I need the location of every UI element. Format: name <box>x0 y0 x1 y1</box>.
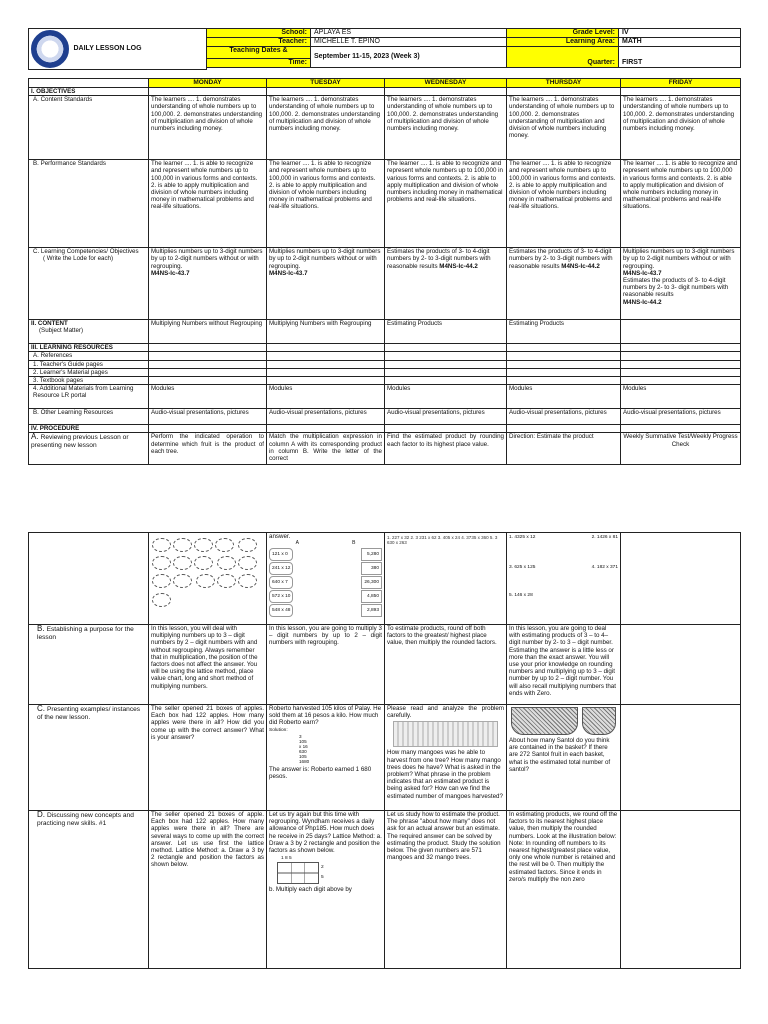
performance-standards-label: B. Performance Standards <box>29 160 149 248</box>
purpose-label <box>29 625 149 705</box>
presenting-tuesday <box>267 705 385 811</box>
other-label: B. Other Learning Resources <box>29 409 149 425</box>
purpose-friday <box>621 625 741 705</box>
thursday-exercise <box>507 533 621 625</box>
competency-code-2: M4NS-Ic-44.2 <box>623 298 662 306</box>
tree-icon <box>238 538 257 552</box>
objectives-heading: I. OBJECTIVES <box>29 88 149 96</box>
competency-text: Multiplies numbers up to 3-digit numbers by up to 2-digit numbers without or with regrouping. <box>151 248 263 270</box>
content-standard-wednesday: The learners .... 1. demonstrates understanding of whole numbers up to 100,000. 2. demonstrates understanding of multiplication and division of whole numbers including money. <box>385 96 507 160</box>
match-answer: 4,850 <box>361 590 382 603</box>
solution-line: 630 <box>299 748 307 754</box>
purpose-text: Establishing a purpose for the lesson <box>37 626 134 641</box>
solution-line: 3 <box>299 733 302 739</box>
content-standard-monday: The learners .... 1. demonstrates understanding of whole numbers up to 100,000. 2. demonstrates understanding of multiplication and division of whole numbers including money. <box>149 96 267 160</box>
performance-standard-friday: The learner .... 1. is able to recognize and represent whole numbers up to 100,000 in various forms and contexts. 2. is able to apply multiplication and division of whole numbers including money in mathematical problems and real-life situations. <box>621 160 741 248</box>
competency-code: M4NS-Ic-44.2 <box>439 262 478 270</box>
school-label: School: <box>207 29 311 38</box>
competency-code: M4NS-Ic-43.7 <box>269 269 308 277</box>
match-answer: 2,893 <box>361 604 382 617</box>
tree-icon <box>217 574 236 588</box>
performance-standard-monday: The learner .... 1. is able to recognize and represent whole numbers up to 100,000 in various forms and contexts. 2. is able to apply multiplication and division of whole numbers including money in mathematical problems and real-life situations. <box>149 160 267 248</box>
additional-friday: Modules <box>621 385 741 409</box>
tree-icon <box>194 538 213 552</box>
quarter-value: FIRST <box>619 47 741 68</box>
mango-illustration <box>393 721 498 747</box>
thu-item: 2. 1426 x 81 <box>591 535 618 540</box>
discussing-letter: D. <box>37 810 45 819</box>
fruit-tree-illustration <box>149 533 267 625</box>
area-label: Learning Area: <box>507 38 619 47</box>
review-text: Reviewing previous Lesson or presenting new lesson <box>31 434 129 450</box>
tree-icon <box>196 574 215 588</box>
content-standards-label: A. Content Standards <box>29 96 149 160</box>
solution-line: 105 <box>299 738 307 744</box>
content-standard-tuesday: The learners .... 1. demonstrates understanding of whole numbers up to 100,000. 2. demonstrates understanding of multiplication and division of whole numbers including money. <box>267 96 385 160</box>
review-monday: Perform the indicated operation to determine which fruit is the product of each tree. <box>149 433 267 465</box>
solution-line: x 16 <box>299 743 308 749</box>
additional-wednesday: Modules <box>385 385 507 409</box>
review-letter: A. <box>31 432 39 442</box>
dates-label: Teaching Dates & <box>207 47 311 59</box>
presenting-thursday-text: About how many Santol do you think are contained in the basket? If there are 272 Santol fruit in each basket, what is the estimated total number of santol? <box>509 737 611 773</box>
presenting-wednesday-questions: How many mangoes was he able to harvest from one tree? How many mango trees does he have? What is asked in the problem? What phrase in the problem indicates that an estimated product is being asked for? How can we find the estimated number of mangoes harvested? <box>387 749 503 800</box>
purpose-tuesday: In this lesson, you are going to multiply 3 – digit numbers by up to 2 – digit numbers with regrouping. <box>267 625 385 705</box>
thu-item: 4. 182 x 371 <box>591 565 618 570</box>
solution-answer: The answer is: Roberto earned 1 680 pesos. <box>269 765 372 781</box>
tree-icon <box>173 574 192 588</box>
day-monday: MONDAY <box>149 79 267 88</box>
content-standard-thursday: The learners .... 1. demonstrates understanding of whole numbers up to 100,000. 2. demonstrates understanding of multiplication and division of whole numbers including money. <box>507 96 621 160</box>
match-item: 241 x 12 <box>269 562 293 575</box>
tree-icon <box>173 538 192 552</box>
thu-item: 3. 625 x 125 <box>509 565 536 570</box>
time-label: Time: <box>207 59 311 68</box>
resources-heading: III. LEARNING RESOURCES <box>29 344 149 352</box>
content-wednesday: Estimating Products <box>385 320 507 344</box>
discussing-wednesday: Let us study how to estimate the product. The phrase "about how many" does not ask for an actual answer but an estimate. The required answer can be solved by estimating the product. Study the solution below. The given numbers are 571 mangoes and 32 mango trees. <box>385 811 507 969</box>
competency-tuesday <box>267 248 385 320</box>
lattice-digits: 1 8 5 <box>281 856 292 862</box>
presenting-tuesday-problem: Roberto harvested 105 kilos of Palay. He sold them at 16 pesos a kilo. How much did Roberto earn? <box>269 705 382 727</box>
purpose-monday: In this lesson, you will deal with multiplying numbers up to 3 – digit numbers by 2 – digit numbers with and without regrouping. Always remember that in multiplication, the position of the factors does not affect the answer. You will be using the lattice method, place value chart, long and short method of multiplying numbers. <box>149 625 267 705</box>
grade-label: Grade Level: <box>507 29 619 38</box>
presenting-text: Presenting examples/ instances of the new lesson. <box>37 706 141 721</box>
content-thursday: Estimating Products <box>507 320 621 344</box>
day-thursday: THURSDAY <box>507 79 621 88</box>
dates-value: September 11-15, 2023 (Week 3) <box>311 47 507 68</box>
match-item: 572 x 10 <box>269 590 293 603</box>
estimation-items: 1. 227 x 32 2. 3 231 x 62 3. 405 x 24 4. 3735 x 360 5. 3 630 x 263 <box>387 535 498 545</box>
tue-continue: answer. <box>269 533 291 540</box>
review-wednesday: Find the estimated product by rounding each factor to its highest place value. <box>385 433 507 465</box>
grade-value: IV <box>619 29 741 38</box>
tree-icon <box>152 556 171 570</box>
estimation-exercise <box>385 533 507 625</box>
presenting-friday <box>621 705 741 811</box>
review-friday: Weekly Summative Test/Weekly Progress Check <box>621 433 741 465</box>
other-thursday: Audio-visual presentations, pictures <box>507 409 621 425</box>
discussing-tuesday-text: Let us try again but this time with regrouping. Wyndham receives a daily allowance of Php185. How much does he receive in 25 days? Lattice Method: a. Draw a 3 by 2 rectangle and position the factors as shown below. <box>269 811 382 855</box>
performance-standard-tuesday: The learner .... 1. is able to recognize and represent whole numbers up to 100,000 in various forms and contexts. 2. is able to apply multiplication and division of whole numbers including money in mathematical problems and real-life situations. <box>267 160 385 248</box>
competency-code: M4NS-Ic-43.7 <box>151 269 190 277</box>
other-wednesday: Audio-visual presentations, pictures <box>385 409 507 425</box>
competency-code: M4NS-Ic-44.2 <box>561 262 600 270</box>
deped-seal-cell <box>29 29 71 70</box>
content-monday: Multiplying Numbers without Regrouping <box>149 320 267 344</box>
tree-icon <box>173 556 192 570</box>
day-wednesday: WEDNESDAY <box>385 79 507 88</box>
solution-line: 105 <box>299 753 307 759</box>
other-tuesday: Audio-visual presentations, pictures <box>267 409 385 425</box>
document-title: DAILY LESSON LOG <box>71 29 207 70</box>
additional-monday: Modules <box>149 385 267 409</box>
column-a-heading: A <box>295 540 299 547</box>
competency-text: Estimates the products of 3- to 4-digit numbers by 2- to 3-digit numbers with reasonable results <box>387 248 491 270</box>
solution-line: 1680 <box>299 758 310 764</box>
presenting-wednesday-intro: Please read and analyze the problem carefully. <box>387 705 504 720</box>
content-standard-friday: The learners .... 1. demonstrates understanding of whole numbers up to 100,000. 2. demonstrates understanding of multiplication and division of whole numbers including money. <box>621 96 741 160</box>
lattice-grid <box>277 862 319 884</box>
thu-item: 1. 4325 x 12 <box>509 535 536 540</box>
performance-standard-thursday: The learner .... 1. is able to recognize and represent whole numbers up to 100,000 in various forms and contexts. 2. is able to apply multiplication and division of whole numbers including money in mathematical problems and real-life situations. <box>507 160 621 248</box>
presenting-label <box>29 705 149 811</box>
lm-label: 2. Learner's Material pages <box>29 368 149 376</box>
competencies-label-text: C. Learning Competencies/ Objectives <box>33 248 139 256</box>
school-value: APLAYA ES <box>311 29 507 38</box>
area-value: MATH <box>619 38 741 47</box>
matching-exercise <box>267 533 385 625</box>
deped-seal-icon <box>31 30 69 68</box>
discussing-thursday: In estimating products, we round off the factors to its nearest highest place value, then multiply the rounded numbers. Look at the illustration below: Note: In rounding off numbers to its nearest highest/greatest place value, only one whole number is retained and the rest will be 0. Then multiply the estimated factors. Since it ends in zero/s multiply the non zero <box>507 811 621 969</box>
competency-text: Multiplies numbers up to 3-digit numbers by up to 2-digit numbers without or with regrouping. <box>269 248 381 270</box>
match-answer: 26,300 <box>361 576 382 589</box>
content-sub: (Subject Matter) <box>39 327 84 335</box>
additional-tuesday: Modules <box>267 385 385 409</box>
basket-icon <box>582 707 616 735</box>
tree-icon <box>238 574 257 588</box>
performance-standard-wednesday: The learner .... 1. is able to recognize and represent whole numbers up to 100,000 in various forms and contexts. 2. is able to apply multiplication and division of whole numbers including money in mathematical problems and real-life situations. <box>385 160 507 248</box>
main-table <box>28 78 741 465</box>
additional-thursday: Modules <box>507 385 621 409</box>
other-friday: Audio-visual presentations, pictures <box>621 409 741 425</box>
tree-icon <box>152 593 171 607</box>
lattice-side: 2 <box>321 865 324 871</box>
discussing-monday: The seller opened 21 boxes of apple. Each box had 122 apples. How many apples were there in all? There are several ways to come up with the correct answer. Let us use first the lattice method. Lattice Method: a. Draw a 3 by 2 rectangle and position the factors as shown below. <box>149 811 267 969</box>
lesson-log-page-1 <box>28 28 740 465</box>
header-table <box>28 28 741 70</box>
corner-cell <box>29 79 149 88</box>
day-tuesday: TUESDAY <box>267 79 385 88</box>
day-friday: FRIDAY <box>621 79 741 88</box>
competency-text-2: Estimates the products of 3- to 4-digit numbers by 2- to 3- digit numbers with reasonable results <box>623 277 729 299</box>
competency-text: Estimates the products of 3- to 4-digit numbers by 2- to 3-digit numbers with reasonable results <box>509 248 613 270</box>
competency-text: Multiplies numbers up to 3-digit numbers by up to 2-digit numbers without or with regrouping. <box>623 248 735 270</box>
quarter-label: Quarter: <box>507 47 619 68</box>
content-label <box>29 320 149 344</box>
references-label: A. References <box>29 352 149 360</box>
competency-friday <box>621 248 741 320</box>
continued-label-cell <box>29 533 149 625</box>
tree-icon <box>152 538 171 552</box>
presenting-letter: C. <box>37 704 45 713</box>
tree-icon <box>215 538 234 552</box>
tg-label: 1. Teacher's Guide pages <box>29 360 149 368</box>
content-heading: II. CONTENT <box>31 320 68 328</box>
discussing-tuesday-step-b: b. Multiply each digit above by <box>269 886 352 894</box>
discussing-label <box>29 811 149 969</box>
basket-icon <box>511 707 578 735</box>
competency-code: M4NS-Ic-43.7 <box>623 269 662 277</box>
competency-wednesday <box>385 248 507 320</box>
presenting-thursday <box>507 705 621 811</box>
procedure-heading: IV. PROCEDURE <box>29 425 149 433</box>
match-answer: 5,280 <box>361 548 382 561</box>
match-item: 548 x 48 <box>269 604 293 617</box>
teacher-label: Teacher: <box>207 38 311 47</box>
match-item: 640 x 7 <box>269 576 293 589</box>
match-item: 121 x 0 <box>269 548 293 561</box>
discussing-text: Discussing new concepts and practicing new skills. #1 <box>37 812 134 827</box>
tree-icon <box>217 556 236 570</box>
tree-icon <box>152 574 171 588</box>
lattice-side: 5 <box>321 875 324 881</box>
competencies-note: ( Write the Lode for each) <box>43 255 114 263</box>
content-friday <box>621 320 741 344</box>
tree-icon <box>238 556 257 570</box>
procedure-table <box>28 532 741 969</box>
competency-thursday <box>507 248 621 320</box>
thu-item: 5. 146 x 28 <box>509 593 533 598</box>
review-label <box>29 433 149 465</box>
purpose-letter: B. <box>37 624 45 633</box>
competencies-label <box>29 248 149 320</box>
presenting-monday: The seller opened 21 boxes of apples. Each box had 122 apples. How many apples were there in all? How did you come up with the correct answer? What is your answer? <box>149 705 267 811</box>
teacher-value: MICHELLE T. EPINO <box>311 38 507 47</box>
purpose-wednesday: To estimate products, round off both factors to the greatest/ highest place value, then multiply the rounded factors. <box>385 625 507 705</box>
additional-label: 4. Additional Materials from Learning Resource LR portal <box>29 385 149 409</box>
match-answer: 380 <box>361 562 382 575</box>
tree-icon <box>194 556 213 570</box>
presenting-wednesday <box>385 705 507 811</box>
solution-label: Solution: <box>269 727 288 733</box>
other-monday: Audio-visual presentations, pictures <box>149 409 267 425</box>
review-tuesday: Match the multiplication expression in column A with its corresponding product in column B. Write the letter of the correct <box>267 433 385 465</box>
purpose-thursday: In this lesson, you are going to deal with estimating products of 3 – to 4– digit number by 2- to 3 – digit number. Estimating the answer is a little less or more than the exact answer. You will use your prior knowledge on rounding numbers and multiplying up to 3 – digit number by up to 2 – digit number. You will also recall multiplying numbers that ends with Zero. <box>507 625 621 705</box>
tb-label: 3. Textbook pages <box>29 377 149 385</box>
column-b-heading: B <box>352 540 356 547</box>
content-tuesday: Multiplying Numbers with Regrouping <box>267 320 385 344</box>
review-thursday: Direction: Estimate the product <box>507 433 621 465</box>
discussing-tuesday <box>267 811 385 969</box>
competency-monday <box>149 248 267 320</box>
discussing-friday <box>621 811 741 969</box>
lesson-log-page-2 <box>28 532 740 969</box>
